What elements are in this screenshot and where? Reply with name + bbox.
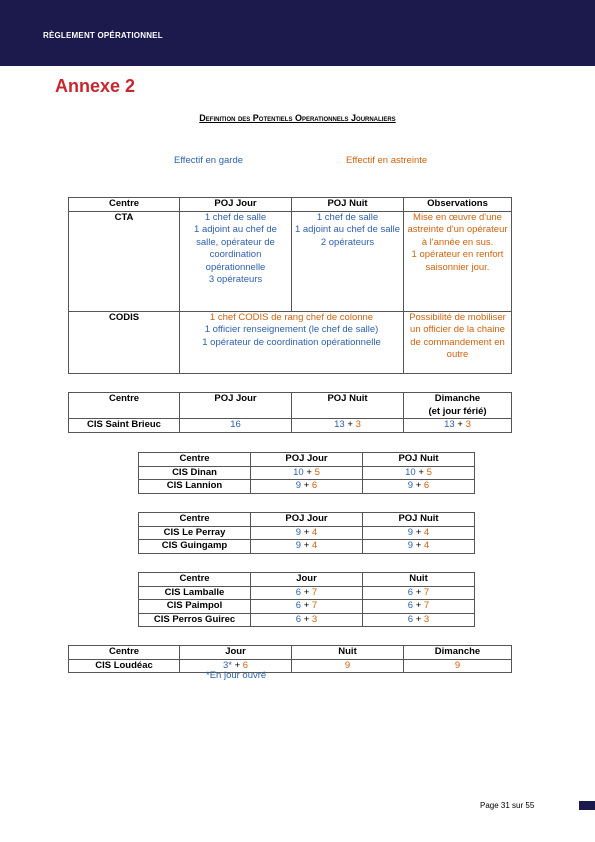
cell-dimanche [404, 419, 512, 433]
table-loudeac [68, 645, 512, 673]
table-row [69, 419, 512, 433]
header-jour: Jour [180, 646, 292, 660]
garde-value: 9 [407, 540, 414, 551]
codis-line-2: 1 officier renseignement (le chef de salle) [204, 324, 379, 335]
table-header-row [69, 198, 512, 212]
plus-sign: + [415, 586, 422, 598]
codis-line-3: 1 opérateur de coordination opérationnelle [202, 336, 381, 348]
garde-value: 6 [407, 586, 414, 598]
garde-value: 9 [295, 480, 302, 491]
table-header-row [69, 393, 512, 419]
cell-jour [251, 600, 363, 614]
garde-value: 10 [405, 466, 416, 478]
garde-value: 13 [334, 419, 345, 430]
header-centre: Centre [139, 573, 251, 587]
cell-centre: CIS Lamballe [139, 586, 251, 600]
astreinte-value: 4 [311, 526, 318, 538]
cell-poj-jour: 1 chef de salle 1 adjoint au chef de salle, opérateur de coordination opérationnelle 3 opérateurs [180, 211, 292, 311]
cell-poj-nuit [292, 419, 404, 433]
plus-sign: + [303, 600, 310, 611]
cell-poj-jour [251, 466, 363, 480]
cell-centre: CTA [69, 211, 180, 311]
astreinte-value: 3 [311, 613, 318, 625]
astreinte-value: 5 [314, 466, 320, 478]
cell-centre: CIS Guingamp [139, 540, 251, 554]
astreinte-value: 5 [426, 466, 432, 478]
cell-centre: CIS Lannion [139, 480, 251, 494]
table-row-cta [69, 211, 512, 311]
garde-value: 6 [407, 613, 414, 625]
header-centre: Centre [69, 393, 180, 419]
plus-sign: + [415, 526, 422, 538]
header-poj-nuit: POJ Nuit [292, 198, 404, 212]
table-row [139, 480, 475, 494]
cell-dimanche [404, 659, 512, 673]
astreinte-value: 7 [311, 600, 318, 611]
astreinte-value: 6 [423, 480, 430, 491]
garde-value: 9 [407, 526, 414, 538]
codis-line-1: 1 chef CODIS de rang chef de colonne [209, 311, 374, 323]
header-observations: Observations [404, 198, 512, 212]
garde-value: 6 [407, 600, 414, 611]
astreinte-value: 7 [423, 600, 430, 611]
table-header-row [69, 646, 512, 660]
garde-value: 9 [295, 526, 302, 538]
plus-sign: + [415, 600, 422, 611]
page-marker [579, 801, 595, 810]
plus-sign: + [234, 659, 241, 671]
table-row [69, 659, 512, 673]
cell-poj-jour [251, 480, 363, 494]
cell-poj-nuit [363, 540, 475, 554]
header-centre: Centre [69, 646, 180, 660]
header-title: RÈGLEMENT OPÉRATIONNEL [43, 31, 163, 40]
cell-centre: CIS Saint Brieuc [69, 419, 180, 433]
header-poj-jour: POJ Jour [180, 393, 292, 419]
cell-centre: CODIS [69, 311, 180, 373]
cell-centre: CIS Dinan [139, 466, 251, 480]
annex-title: Annexe 2 [55, 76, 136, 96]
cell-jour [251, 613, 363, 627]
astreinte-value: 4 [423, 540, 430, 551]
plus-sign: + [303, 613, 310, 625]
cell-poj-nuit [363, 480, 475, 494]
cell-jour [251, 586, 363, 600]
cell-poj-jour [180, 419, 292, 433]
cell-nuit [363, 613, 475, 627]
header-dimanche: Dimanche [404, 646, 512, 660]
table-row [139, 600, 475, 614]
header-dimanche: Dimanche (et jour férié) [404, 393, 512, 419]
cell-nuit [292, 659, 404, 673]
cell-observations: Mise en œuvre d'une astreinte d'un opérateur à l'année en sus. 1 opérateur en renfort saisonnier jour. [404, 211, 512, 311]
garde-value: 16 [230, 419, 241, 430]
garde-value: 6 [295, 600, 302, 611]
cell-poj-nuit: 1 chef de salle 1 adjoint au chef de salle 2 opérateurs [292, 211, 404, 311]
table-row [139, 526, 475, 540]
garde-value: 9 [295, 540, 302, 551]
plus-sign: + [306, 466, 312, 478]
garde-value: 6 [295, 586, 302, 598]
table-row [139, 466, 475, 480]
footnote: *En jour ouvré [206, 670, 267, 681]
cell-centre: CIS Perros Guirec [139, 613, 251, 627]
table-row [139, 613, 475, 627]
plus-sign: + [303, 480, 310, 491]
plus-sign: + [457, 419, 463, 430]
plus-sign: + [303, 540, 310, 551]
document-title: Definition des Potentiels Operationnels Journaliers [199, 113, 396, 123]
garde-value: 9 [407, 480, 414, 491]
legend-astreinte: Effectif en astreinte [346, 155, 428, 166]
cell-poj-nuit [363, 526, 475, 540]
table-row-codis [69, 311, 512, 373]
astreinte-value: 7 [311, 586, 318, 598]
astreinte-value: 6 [311, 480, 318, 491]
garde-value: 6 [295, 613, 302, 625]
plus-sign: + [347, 419, 353, 430]
astreinte-value: 9 [454, 659, 461, 671]
cell-poj-jour [251, 526, 363, 540]
header-poj-nuit: POJ Nuit [292, 393, 404, 419]
plus-sign: + [415, 540, 422, 551]
astreinte-value: 4 [423, 526, 430, 538]
legend-garde: Effectif en garde [174, 155, 244, 166]
plus-sign: + [303, 586, 310, 598]
header-jour: Jour [251, 573, 363, 587]
cell-centre: CIS Loudéac [69, 659, 180, 673]
astreinte-value: 7 [423, 586, 430, 598]
garde-value: 3* [222, 659, 232, 671]
cell-observations: Possibilité de mobiliser un officier de la chaine de commandement en outre [404, 311, 512, 373]
plus-sign: + [415, 480, 422, 491]
header-centre: Centre [139, 513, 251, 527]
table-perray-guingamp [138, 512, 475, 554]
cell-poj-nuit [363, 466, 475, 480]
table-dinan-lannion [138, 452, 475, 494]
header-centre: Centre [139, 453, 251, 467]
header-nuit: Nuit [363, 573, 475, 587]
header-poj-jour: POJ Jour [180, 198, 292, 212]
header-centre: Centre [69, 198, 180, 212]
astreinte-value: 4 [311, 540, 318, 551]
table-header-row [139, 453, 475, 467]
table-saint-brieuc [68, 392, 512, 433]
astreinte-value: 3 [423, 613, 430, 625]
cell-centre: CIS Le Perray [139, 526, 251, 540]
plus-sign: + [418, 466, 424, 478]
table-header-row [139, 513, 475, 527]
astreinte-value: 9 [344, 659, 351, 671]
table-row [139, 586, 475, 600]
cell-codis-poj [180, 311, 404, 373]
plus-sign: + [303, 526, 310, 538]
plus-sign: + [415, 613, 422, 625]
header-nuit: Nuit [292, 646, 404, 660]
astreinte-value: 3 [355, 419, 361, 430]
cell-centre: CIS Paimpol [139, 600, 251, 614]
header-poj-jour: POJ Jour [251, 453, 363, 467]
astreinte-value: 3 [465, 419, 471, 430]
cell-nuit [363, 600, 475, 614]
header-poj-jour: POJ Jour [251, 513, 363, 527]
cell-poj-jour [251, 540, 363, 554]
header-poj-nuit: POJ Nuit [363, 513, 475, 527]
table-row [139, 540, 475, 554]
table-cta-codis [68, 197, 512, 374]
astreinte-value: 6 [242, 659, 249, 671]
garde-value: 13 [444, 419, 455, 430]
cell-nuit [363, 586, 475, 600]
table-lamballe-paimpol-perros [138, 572, 475, 627]
garde-value: 10 [293, 466, 304, 478]
header-poj-nuit: POJ Nuit [363, 453, 475, 467]
page-number: Page 31 sur 55 [480, 801, 535, 810]
table-header-row [139, 573, 475, 587]
